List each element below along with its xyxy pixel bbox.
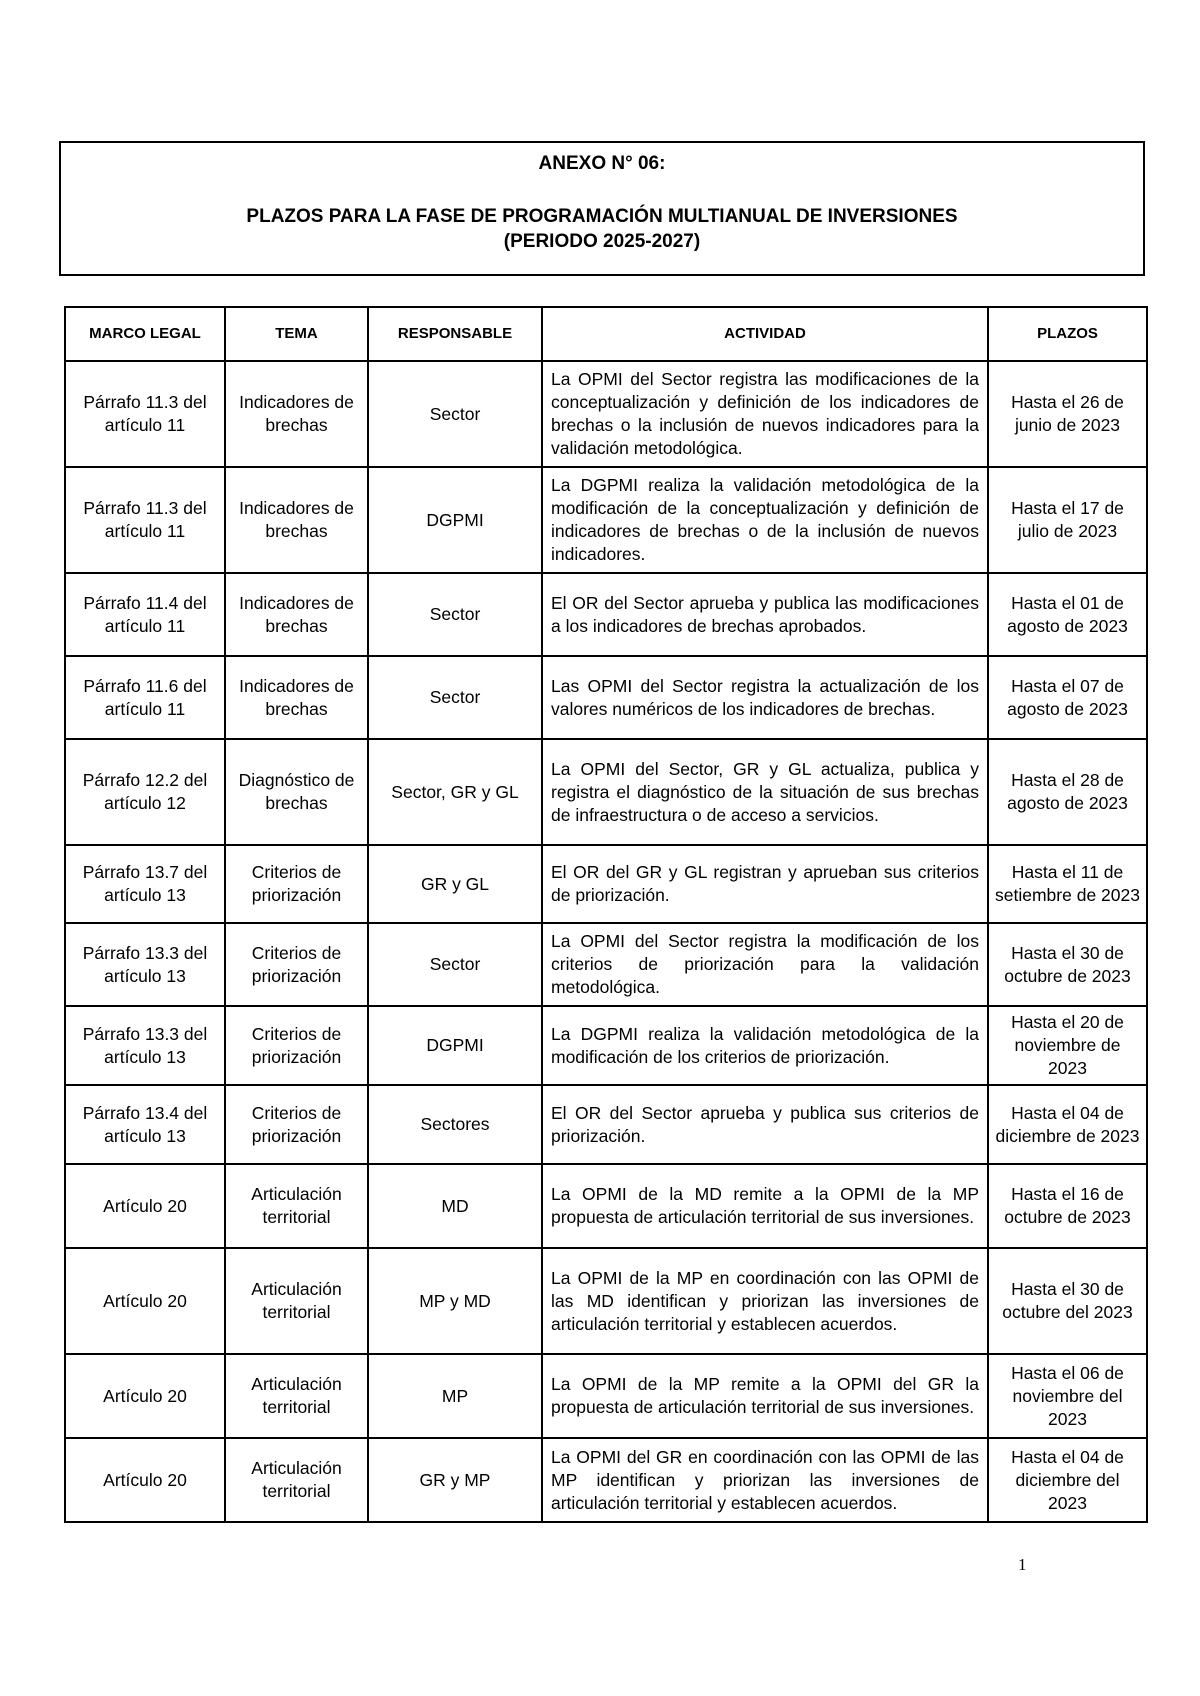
plazo-cell: Hasta el 17 de julio de 2023 [988, 467, 1147, 573]
page-number: 1 [1018, 1555, 1027, 1574]
marco-legal-cell: Artículo 20 [65, 1438, 225, 1522]
responsable-cell: Sector, GR y GL [368, 739, 542, 845]
plazo-cell: Hasta el 11 de setiembre de 2023 [988, 845, 1147, 923]
table-row [65, 573, 1147, 656]
tema-cell: Indicadores de brechas [225, 656, 368, 739]
table-row [65, 1085, 1147, 1164]
responsable-cell: MP [368, 1354, 542, 1438]
responsable-cell: Sector [368, 573, 542, 656]
table-row [65, 1006, 1147, 1085]
actividad-cell: La DGPMI realiza la validación metodológica de la modificación de la conceptualización y definición de indicadores de brechas o de la inclusión de nuevos indicadores. [542, 467, 988, 573]
table-row [65, 1248, 1147, 1354]
actividad-cell: La OPMI del Sector registra las modificaciones de la conceptualización y definición de los indicadores de brechas o la inclusión de nuevos indicadores para la validación metodológica. [542, 361, 988, 467]
responsable-cell: MD [368, 1164, 542, 1248]
tema-cell: Articulación territorial [225, 1354, 368, 1438]
tema-cell: Indicadores de brechas [225, 467, 368, 573]
actividad-cell: El OR del Sector aprueba y publica las modificaciones a los indicadores de brechas aprobados. [542, 573, 988, 656]
responsable-cell: DGPMI [368, 1006, 542, 1085]
document-period: (PERIODO 2025-2027) [503, 231, 701, 252]
table-row [65, 739, 1147, 845]
plazo-cell: Hasta el 04 de diciembre del 2023 [988, 1438, 1147, 1522]
marco-legal-cell: Párrafo 13.3 del artículo 13 [65, 923, 225, 1006]
tema-cell: Articulación territorial [225, 1438, 368, 1522]
actividad-cell: La OPMI del Sector registra la modificación de los criterios de priorización para la validación metodológica. [542, 923, 988, 1006]
column-header-tema: TEMA [225, 307, 368, 361]
tema-cell: Indicadores de brechas [225, 361, 368, 467]
actividad-cell: El OR del Sector aprueba y publica sus criterios de priorización. [542, 1085, 988, 1164]
plazo-cell: Hasta el 30 de octubre del 2023 [988, 1248, 1147, 1354]
actividad-cell: La OPMI de la MP remite a la OPMI del GR la propuesta de articulación territorial de sus inversiones. [542, 1354, 988, 1438]
responsable-cell: GR y GL [368, 845, 542, 923]
plazo-cell: Hasta el 26 de junio de 2023 [988, 361, 1147, 467]
column-header-responsable: RESPONSABLE [368, 307, 542, 361]
marco-legal-cell: Párrafo 13.3 del artículo 13 [65, 1006, 225, 1085]
table-row [65, 361, 1147, 467]
responsable-cell: GR y MP [368, 1438, 542, 1522]
plazo-cell: Hasta el 16 de octubre de 2023 [988, 1164, 1147, 1248]
annex-title-box [59, 141, 1145, 276]
responsable-cell: MP y MD [368, 1248, 542, 1354]
actividad-cell: La OPMI de la MD remite a la OPMI de la MP propuesta de articulación territorial de sus inversiones. [542, 1164, 988, 1248]
marco-legal-cell: Párrafo 13.4 del artículo 13 [65, 1085, 225, 1164]
table-header-row [65, 307, 1147, 361]
tema-cell: Criterios de priorización [225, 923, 368, 1006]
marco-legal-cell: Artículo 20 [65, 1248, 225, 1354]
plazo-cell: Hasta el 01 de agosto de 2023 [988, 573, 1147, 656]
plazo-cell: Hasta el 28 de agosto de 2023 [988, 739, 1147, 845]
table-row [65, 656, 1147, 739]
plazo-cell: Hasta el 07 de agosto de 2023 [988, 656, 1147, 739]
marco-legal-cell: Párrafo 11.3 del artículo 11 [65, 467, 225, 573]
responsable-cell: Sectores [368, 1085, 542, 1164]
responsable-cell: Sector [368, 923, 542, 1006]
tema-cell: Criterios de priorización [225, 845, 368, 923]
marco-legal-cell: Párrafo 11.3 del artículo 11 [65, 361, 225, 467]
marco-legal-cell: Párrafo 11.6 del artículo 11 [65, 656, 225, 739]
marco-legal-cell: Artículo 20 [65, 1354, 225, 1438]
tema-cell: Diagnóstico de brechas [225, 739, 368, 845]
plazo-cell: Hasta el 04 de diciembre de 2023 [988, 1085, 1147, 1164]
actividad-cell: La DGPMI realiza la validación metodológica de la modificación de los criterios de priorización. [542, 1006, 988, 1085]
table-row [65, 1164, 1147, 1248]
document-title: PLAZOS PARA LA FASE DE PROGRAMACIÓN MULTIANUAL DE INVERSIONES [246, 206, 958, 227]
column-header-plazos: PLAZOS [988, 307, 1147, 361]
marco-legal-cell: Párrafo 13.7 del artículo 13 [65, 845, 225, 923]
table-row [65, 1438, 1147, 1522]
responsable-cell: Sector [368, 361, 542, 467]
deadlines-table [64, 306, 1148, 1523]
responsable-cell: Sector [368, 656, 542, 739]
tema-cell: Criterios de priorización [225, 1006, 368, 1085]
marco-legal-cell: Párrafo 12.2 del artículo 12 [65, 739, 225, 845]
table-row [65, 1354, 1147, 1438]
actividad-cell: Las OPMI del Sector registra la actualización de los valores numéricos de los indicadores de brechas. [542, 656, 988, 739]
responsable-cell: DGPMI [368, 467, 542, 573]
table-row [65, 923, 1147, 1006]
table-row [65, 845, 1147, 923]
marco-legal-cell: Artículo 20 [65, 1164, 225, 1248]
plazo-cell: Hasta el 20 de noviembre de 2023 [988, 1006, 1147, 1085]
plazo-cell: Hasta el 30 de octubre de 2023 [988, 923, 1147, 1006]
column-header-actividad: ACTIVIDAD [542, 307, 988, 361]
table-row [65, 467, 1147, 573]
actividad-cell: La OPMI del GR en coordinación con las OPMI de las MP identifican y priorizan las inversiones de articulación territorial y establecen acuerdos. [542, 1438, 988, 1522]
actividad-cell: La OPMI del Sector, GR y GL actualiza, publica y registra el diagnóstico de la situación de sus brechas de infraestructura o de acceso a servicios. [542, 739, 988, 845]
annex-number: ANEXO N° 06: [538, 153, 666, 174]
tema-cell: Indicadores de brechas [225, 573, 368, 656]
tema-cell: Articulación territorial [225, 1164, 368, 1248]
actividad-cell: La OPMI de la MP en coordinación con las OPMI de las MD identifican y priorizan las inversiones de articulación territorial y establecen acuerdos. [542, 1248, 988, 1354]
plazo-cell: Hasta el 06 de noviembre del 2023 [988, 1354, 1147, 1438]
actividad-cell: El OR del GR y GL registran y aprueban sus criterios de priorización. [542, 845, 988, 923]
marco-legal-cell: Párrafo 11.4 del artículo 11 [65, 573, 225, 656]
column-header-marco-legal: MARCO LEGAL [65, 307, 225, 361]
tema-cell: Articulación territorial [225, 1248, 368, 1354]
tema-cell: Criterios de priorización [225, 1085, 368, 1164]
